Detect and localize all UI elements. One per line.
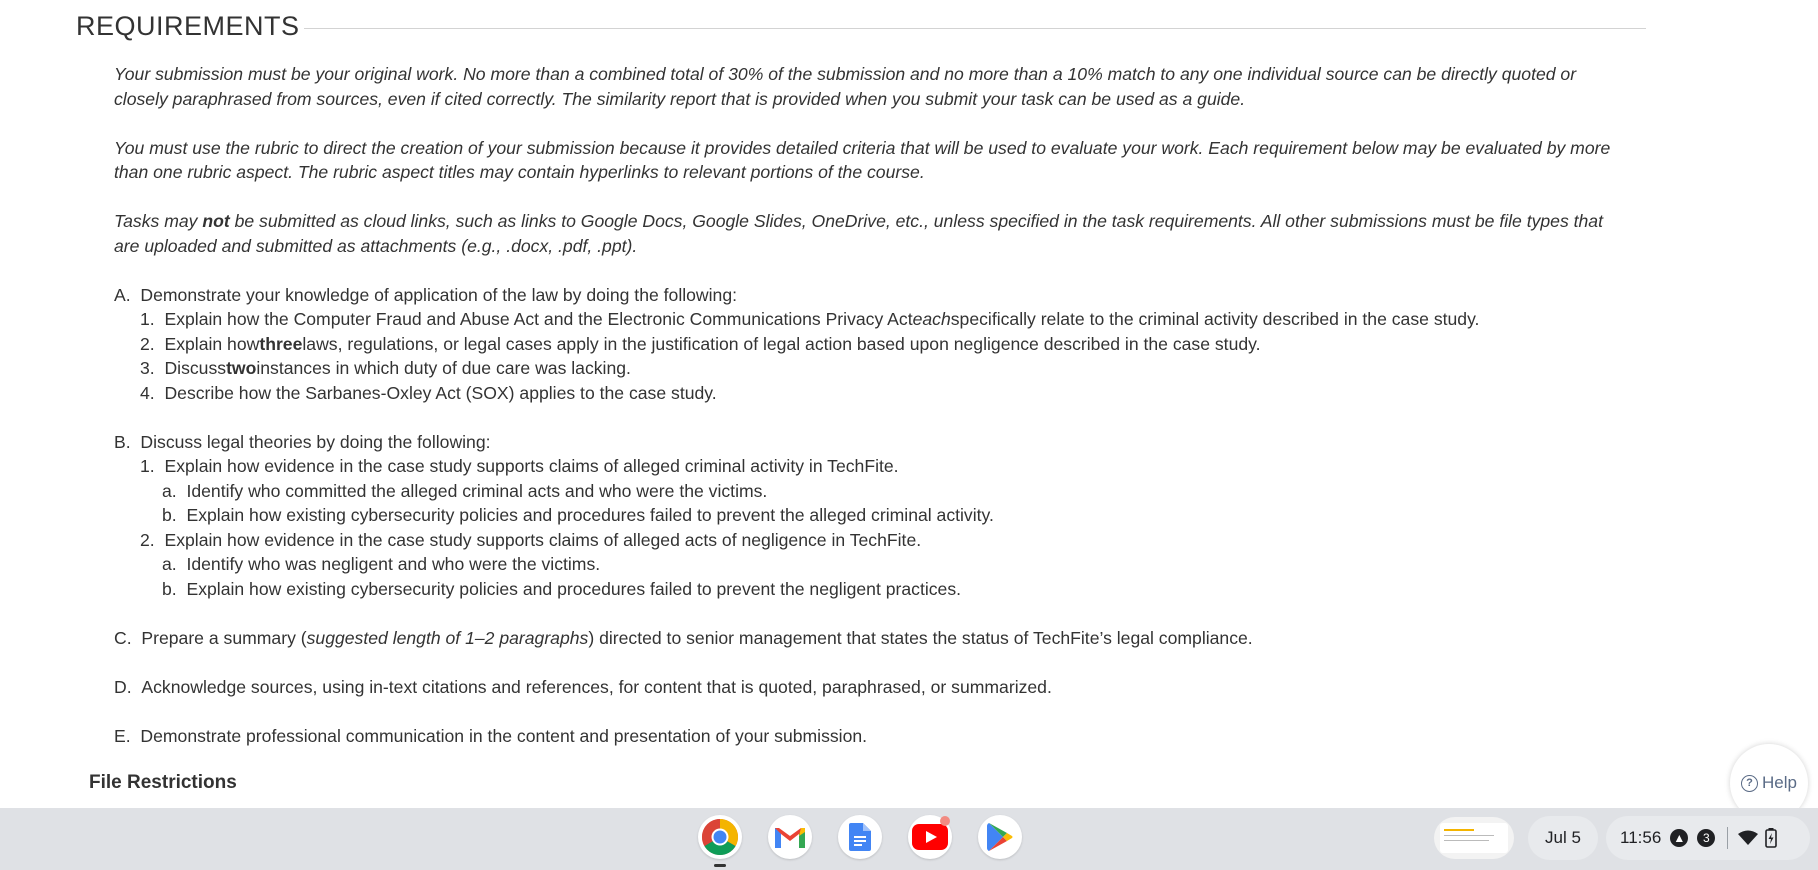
item-text: Identify who committed the alleged criminal acts and who were the victims.: [186, 480, 768, 501]
list-item: [114, 454, 1614, 479]
sub-list-item: [114, 577, 1614, 602]
question-circle-icon: ?: [1741, 775, 1758, 792]
list-marker: 3.: [140, 358, 155, 378]
time-label: 11:56: [1620, 828, 1662, 847]
item-emphasis: each: [912, 309, 951, 329]
list-item: [114, 528, 1614, 553]
date-label: Jul 5: [1545, 828, 1581, 847]
list-marker: A.: [114, 284, 131, 305]
tray-divider: [1727, 827, 1728, 849]
requirement-a-heading: [114, 283, 1614, 308]
header-divider: [304, 28, 1646, 29]
thumbnail-line: [1444, 835, 1494, 836]
intro-paragraph-rubric: You must use the rubric to direct the creation of your submission because it provides detailed criteria that will be used to evaluate your work. Each requirement below may be evaluated by more than one rubric aspect. The rubric aspect titles may contain hyperlinks to relevant portions of the course.: [114, 137, 1611, 182]
item-text: Demonstrate professional communication in the content and presentation of your submission.: [140, 725, 868, 746]
upload-icon: ▲: [1670, 829, 1688, 847]
item-text: Describe how the Sarbanes-Oxley Act (SOX) applies to the case study.: [164, 382, 717, 403]
item-text: Discuss: [164, 358, 227, 378]
youtube-logo: [912, 824, 948, 850]
intro-paragraph-cloud-links: [114, 209, 1614, 258]
item-text: Explain how existing cybersecurity policies and procedures failed to prevent the alleged criminal activity.: [186, 505, 994, 525]
item-text: Prepare a summary (: [141, 627, 307, 648]
help-button[interactable]: [1730, 744, 1808, 808]
play-store-icon[interactable]: [978, 815, 1022, 859]
sub-list-item: [114, 552, 1614, 577]
section-title: REQUIREMENTS: [76, 10, 300, 41]
file-restrictions-heading: File Restrictions: [89, 772, 237, 793]
list-item: [114, 381, 1614, 406]
item-text: Explain how the Computer Fraud and Abuse Act and the Electronic Communications Privacy Act: [164, 309, 913, 329]
item-emphasis: suggested length of 1–2 paragraphs: [306, 627, 589, 648]
list-marker: C.: [114, 627, 132, 648]
docs-icon[interactable]: [838, 815, 882, 859]
item-text-end: specifically relate to the criminal activity described in the case study.: [950, 309, 1480, 329]
gmail-logo: [773, 824, 807, 850]
intro-paragraph-originality: Your submission must be your original work. No more than a combined total of 30% of the submission and no more than a 10% match to any one individual source can be directly quoted or closely paraphrased from sources, even if cited correctly. The similarity report that is provided when you submit your task can be used as a guide.: [114, 64, 1577, 109]
running-indicator: [714, 864, 726, 867]
requirement-text: Demonstrate your knowledge of application of the law by doing the following:: [140, 284, 737, 305]
list-marker: B.: [114, 431, 131, 452]
docs-logo: [849, 823, 871, 851]
item-text: Identify who was negligent and who were the victims.: [186, 554, 601, 574]
requirement-a: [114, 283, 1614, 406]
notification-dot: [940, 816, 950, 826]
p3-end: be submitted as cloud links, such as links to Google Docs, Google Slides, OneDrive, etc., unless specified in the task requirements. All other submissions must be file types that are uploaded and submitted as attachments (e.g., .docx, .pdf, .ppt).: [114, 211, 1603, 256]
sub-list-item: [114, 503, 1614, 528]
wifi-icon: [1738, 830, 1758, 846]
holding-space-thumbnail[interactable]: [1434, 817, 1514, 859]
requirement-e-text: [114, 724, 1614, 749]
list-item: [114, 356, 1614, 381]
item-text: Explain how existing cybersecurity policies and procedures failed to prevent the negligent practices.: [186, 578, 962, 599]
item-text-end: laws, regulations, or legal cases apply in the justification of legal action based upon negligence described in the case study.: [302, 333, 1261, 354]
requirement-text: Discuss legal theories by doing the following:: [140, 431, 491, 452]
chrome-logo: [700, 817, 740, 857]
requirement-c-text: [114, 626, 1614, 651]
help-label: Help: [1762, 773, 1797, 792]
item-text: Explain how evidence in the case study supports claims of alleged criminal activity in TechFite.: [164, 456, 899, 476]
list-marker: 1.: [140, 456, 155, 476]
item-text: Explain how: [164, 333, 260, 354]
item-text: Explain how evidence in the case study supports claims of alleged acts of negligence in TechFite.: [164, 529, 922, 550]
p3-start: Tasks may: [114, 211, 203, 231]
list-item: [114, 332, 1614, 357]
p3-emphasis: not: [202, 211, 230, 231]
battery-icon: [1765, 828, 1777, 848]
list-marker: b.: [162, 505, 177, 525]
list-item: [114, 307, 1614, 332]
youtube-icon[interactable]: [908, 815, 952, 859]
requirement-b-heading: [114, 430, 1614, 455]
notification-count-badge: 3: [1697, 829, 1715, 847]
item-text-end: instances in which duty of due care was lacking.: [256, 358, 631, 378]
item-text: Acknowledge sources, using in-text citations and references, for content that is quoted, paraphrased, or summarized.: [141, 676, 1052, 697]
thumbnail-preview: [1440, 823, 1508, 853]
list-marker: a.: [162, 480, 177, 501]
list-marker: E.: [114, 725, 131, 746]
gmail-icon[interactable]: [768, 815, 812, 859]
list-marker: 2.: [140, 529, 155, 550]
list-marker: 1.: [140, 309, 155, 329]
thumbnail-line: [1444, 829, 1474, 831]
item-strong: two: [226, 358, 257, 378]
requirement-c: [114, 626, 1614, 651]
item-strong: three: [259, 333, 303, 354]
status-tray[interactable]: [1606, 816, 1810, 860]
requirement-b: [114, 430, 1614, 602]
sub-list-item: [114, 479, 1614, 504]
item-text-end: ) directed to senior management that states the status of TechFite’s legal compliance.: [588, 627, 1253, 648]
date-tray[interactable]: [1528, 816, 1598, 860]
list-marker: 2.: [140, 333, 155, 354]
list-marker: a.: [162, 554, 177, 574]
list-marker: 4.: [140, 382, 155, 403]
requirements-content: [114, 62, 1614, 773]
requirements-header: [76, 8, 1646, 44]
requirement-e: [114, 724, 1614, 749]
requirement-d-text: [114, 675, 1614, 700]
list-marker: D.: [114, 676, 132, 697]
list-marker: b.: [162, 578, 177, 599]
play-store-logo: [987, 822, 1013, 852]
chrome-icon[interactable]: [698, 815, 742, 859]
requirement-d: [114, 675, 1614, 700]
thumbnail-line: [1444, 840, 1489, 841]
